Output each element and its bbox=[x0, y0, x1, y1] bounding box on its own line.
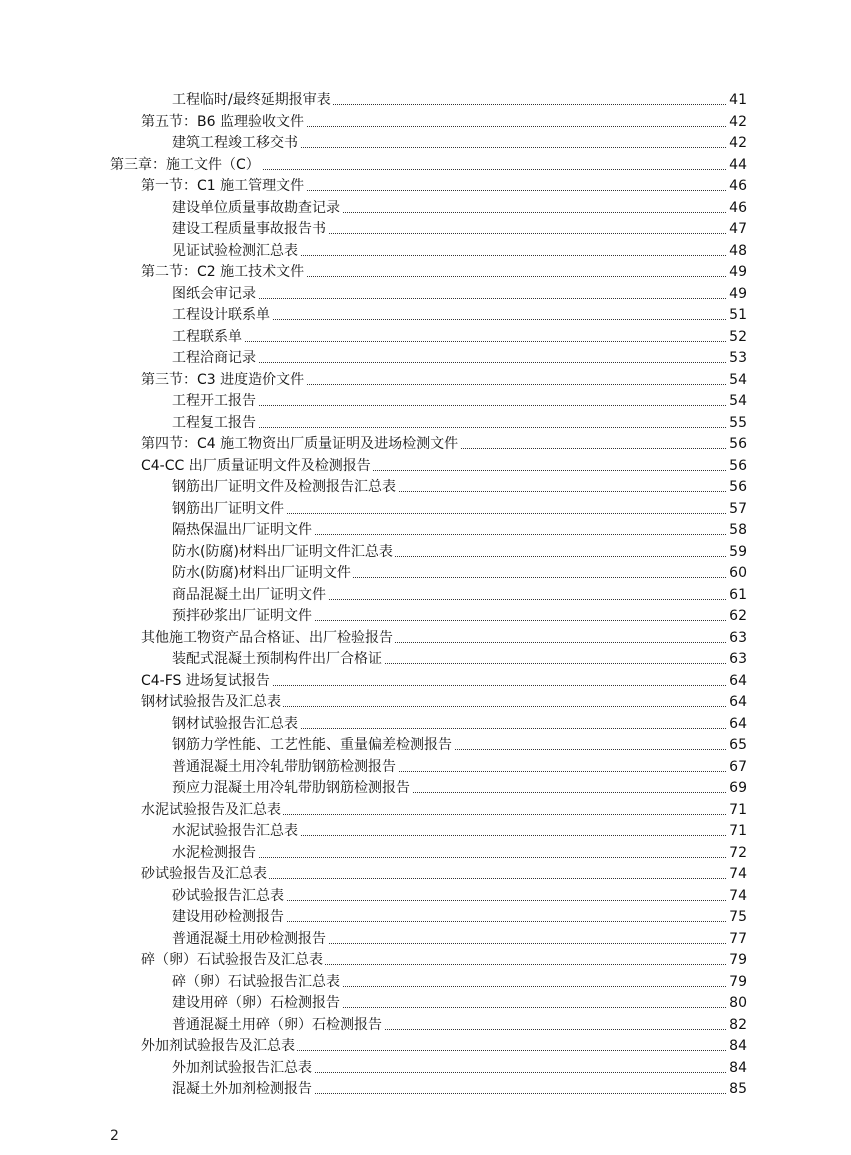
toc-entry-title: C4-FS 进场复试报告 bbox=[141, 671, 272, 693]
toc-entry-title: 钢材试验报告及汇总表 bbox=[141, 692, 283, 714]
toc-entry-title: 第五节：B6 监理验收文件 bbox=[141, 112, 306, 134]
toc-entry[interactable] bbox=[0, 1036, 851, 1058]
toc-entry-page: 44 bbox=[729, 156, 747, 173]
toc-entry[interactable] bbox=[0, 305, 851, 327]
toc-entry-page: 49 bbox=[729, 264, 747, 280]
toc-entry-page: 84 bbox=[729, 1038, 747, 1054]
toc-entry-title: 商品混凝土出厂证明文件 bbox=[172, 585, 328, 607]
toc-entry-title: 工程临时/最终延期报审表 bbox=[172, 90, 333, 112]
toc-entry-page: 53 bbox=[729, 350, 747, 366]
toc-entry-title: 第二节：C2 施工技术文件 bbox=[141, 262, 306, 284]
toc-entry-title: 水泥检测报告 bbox=[172, 843, 258, 865]
toc-entry-page: 54 bbox=[729, 393, 747, 409]
toc-entry[interactable] bbox=[0, 843, 851, 865]
toc-entry-page: 80 bbox=[729, 995, 747, 1011]
toc-entry-title: 碎（卵）石试验报告汇总表 bbox=[172, 972, 342, 994]
toc-entry-title: 碎（卵）石试验报告及汇总表 bbox=[141, 950, 325, 972]
toc-entry-title: 其他施工物资产品合格证、出厂检验报告 bbox=[141, 628, 395, 650]
toc-entry[interactable] bbox=[0, 241, 851, 263]
toc-entry-title: 工程联系单 bbox=[172, 327, 244, 349]
toc-entry[interactable] bbox=[0, 456, 851, 478]
toc-entry[interactable] bbox=[0, 757, 851, 779]
toc-entry-title: 普通混凝土用冷轧带肋钢筋检测报告 bbox=[172, 757, 398, 779]
toc-entry[interactable] bbox=[0, 477, 851, 499]
toc-entry-title: 防水(防腐)材料出厂证明文件汇总表 bbox=[172, 542, 395, 564]
toc-entry-page: 61 bbox=[729, 586, 747, 603]
toc-entry[interactable] bbox=[0, 692, 851, 714]
toc-entry[interactable] bbox=[0, 778, 851, 800]
toc-entry[interactable] bbox=[0, 950, 851, 972]
toc-entry-title: 预应力混凝土用冷轧带肋钢筋检测报告 bbox=[172, 778, 412, 800]
toc-entry-page: 57 bbox=[729, 500, 747, 517]
toc-entry-title: 钢筋出厂证明文件 bbox=[172, 499, 286, 521]
toc-entry[interactable] bbox=[0, 198, 851, 220]
toc-entry-page: 65 bbox=[729, 737, 747, 753]
toc-entry-page: 62 bbox=[729, 608, 747, 624]
dot-leader bbox=[172, 341, 726, 342]
toc-entry-title: 建设用碎（卵）石检测报告 bbox=[172, 993, 342, 1015]
toc-entry-title: 混凝土外加剂检测报告 bbox=[172, 1079, 314, 1101]
toc-entry[interactable] bbox=[0, 499, 851, 521]
toc-entry-page: 51 bbox=[729, 307, 747, 323]
toc-entry-page: 59 bbox=[729, 543, 747, 560]
toc-entry[interactable] bbox=[0, 1058, 851, 1080]
toc-entry-page: 84 bbox=[729, 1059, 747, 1076]
toc-entry[interactable] bbox=[0, 112, 851, 134]
toc-entry-title: 外加剂试验报告汇总表 bbox=[172, 1058, 314, 1080]
toc-entry[interactable] bbox=[0, 327, 851, 349]
toc-entry-page: 46 bbox=[729, 199, 747, 216]
toc-entry[interactable] bbox=[0, 972, 851, 994]
toc-entry[interactable] bbox=[0, 886, 851, 908]
toc-entry-title: 见证试验检测汇总表 bbox=[172, 241, 300, 263]
toc-entry-page: 56 bbox=[729, 479, 747, 495]
toc-entry[interactable] bbox=[0, 542, 851, 564]
toc-entry-page: 42 bbox=[729, 135, 747, 151]
toc-entry-title: 第三节：C3 进度造价文件 bbox=[141, 370, 306, 392]
table-of-contents bbox=[0, 90, 851, 1101]
toc-entry[interactable] bbox=[0, 563, 851, 585]
toc-entry-page: 56 bbox=[729, 457, 747, 474]
toc-entry-page: 72 bbox=[729, 844, 747, 861]
toc-entry-title: 普通混凝土用碎（卵）石检测报告 bbox=[172, 1015, 384, 1037]
toc-entry-title: 建设用砂检测报告 bbox=[172, 907, 286, 929]
toc-entry-page: 46 bbox=[729, 178, 747, 194]
toc-entry-page: 74 bbox=[729, 866, 747, 882]
toc-entry[interactable] bbox=[0, 993, 851, 1015]
toc-entry-title: 砂试验报告汇总表 bbox=[172, 886, 286, 908]
toc-entry-page: 58 bbox=[729, 522, 747, 538]
toc-entry[interactable] bbox=[0, 284, 851, 306]
toc-entry-page: 75 bbox=[729, 909, 747, 925]
toc-entry-page: 52 bbox=[729, 328, 747, 345]
toc-entry[interactable] bbox=[0, 800, 851, 822]
toc-entry-page: 60 bbox=[729, 565, 747, 581]
toc-entry[interactable] bbox=[0, 155, 851, 177]
toc-entry[interactable] bbox=[0, 90, 851, 112]
toc-entry-page: 42 bbox=[729, 113, 747, 130]
toc-entry[interactable] bbox=[0, 370, 851, 392]
toc-entry-page: 67 bbox=[729, 758, 747, 775]
toc-entry-page: 56 bbox=[729, 436, 747, 452]
toc-entry-title: 外加剂试验报告及汇总表 bbox=[141, 1036, 297, 1058]
toc-entry[interactable] bbox=[0, 585, 851, 607]
toc-entry-page: 85 bbox=[729, 1081, 747, 1097]
toc-entry-title: 钢材试验报告汇总表 bbox=[172, 714, 300, 736]
toc-entry-page: 69 bbox=[729, 780, 747, 796]
toc-entry-page: 64 bbox=[729, 715, 747, 732]
toc-entry-page: 77 bbox=[729, 930, 747, 947]
toc-entry[interactable] bbox=[0, 929, 851, 951]
toc-entry-page: 82 bbox=[729, 1016, 747, 1033]
toc-entry-page: 71 bbox=[729, 801, 747, 818]
toc-entry-title: 装配式混凝土预制构件出厂合格证 bbox=[172, 649, 384, 671]
toc-entry-page: 55 bbox=[729, 414, 747, 431]
toc-entry-title: 工程设计联系单 bbox=[172, 305, 272, 327]
toc-entry[interactable] bbox=[0, 606, 851, 628]
toc-entry-title: 水泥试验报告及汇总表 bbox=[141, 800, 283, 822]
toc-entry-title: 第三章：施工文件（C） bbox=[110, 155, 262, 177]
toc-entry-page: 79 bbox=[729, 952, 747, 968]
toc-entry-page: 64 bbox=[729, 672, 747, 689]
toc-entry[interactable] bbox=[0, 714, 851, 736]
toc-entry-page: 71 bbox=[729, 823, 747, 839]
toc-entry[interactable] bbox=[0, 864, 851, 886]
toc-entry-title: 隔热保温出厂证明文件 bbox=[172, 520, 314, 542]
toc-entry[interactable] bbox=[0, 649, 851, 671]
toc-entry-title: 建设工程质量事故报告书 bbox=[172, 219, 328, 241]
toc-entry-title: 砂试验报告及汇总表 bbox=[141, 864, 269, 886]
toc-entry-title: 钢筋出厂证明文件及检测报告汇总表 bbox=[172, 477, 398, 499]
toc-entry-page: 64 bbox=[729, 694, 747, 710]
toc-entry[interactable] bbox=[0, 176, 851, 198]
toc-entry[interactable] bbox=[0, 413, 851, 435]
toc-entry-title: 建设单位质量事故勘查记录 bbox=[172, 198, 342, 220]
toc-entry[interactable] bbox=[0, 1079, 851, 1101]
toc-entry[interactable] bbox=[0, 348, 851, 370]
toc-entry-title: 第四节：C4 施工物资出厂质量证明及进场检测文件 bbox=[141, 434, 460, 456]
toc-entry[interactable] bbox=[0, 219, 851, 241]
toc-entry-title: 普通混凝土用砂检测报告 bbox=[172, 929, 328, 951]
toc-entry-page: 63 bbox=[729, 651, 747, 667]
toc-entry-page: 54 bbox=[729, 371, 747, 388]
toc-entry[interactable] bbox=[0, 262, 851, 284]
toc-entry[interactable] bbox=[0, 735, 851, 757]
toc-entry[interactable] bbox=[0, 434, 851, 456]
toc-entry-page: 79 bbox=[729, 973, 747, 990]
toc-entry[interactable] bbox=[0, 671, 851, 693]
toc-entry[interactable] bbox=[0, 133, 851, 155]
toc-entry-title: 工程复工报告 bbox=[172, 413, 258, 435]
toc-entry-title: 建筑工程竣工移交书 bbox=[172, 133, 300, 155]
toc-entry-title: 钢筋力学性能、工艺性能、重量偏差检测报告 bbox=[172, 735, 454, 757]
toc-entry-title: C4-CC 出厂质量证明文件及检测报告 bbox=[141, 456, 373, 478]
toc-entry-title: 工程洽商记录 bbox=[172, 348, 258, 370]
toc-entry-page: 41 bbox=[729, 92, 747, 108]
toc-entry-page: 48 bbox=[729, 242, 747, 259]
toc-entry[interactable] bbox=[0, 907, 851, 929]
toc-entry-page: 74 bbox=[729, 887, 747, 904]
toc-entry[interactable] bbox=[0, 628, 851, 650]
toc-entry[interactable] bbox=[0, 391, 851, 413]
page-number: 2 bbox=[110, 1128, 119, 1144]
toc-entry-title: 水泥试验报告汇总表 bbox=[172, 821, 300, 843]
toc-entry-page: 63 bbox=[729, 629, 747, 646]
toc-entry-title: 预拌砂浆出厂证明文件 bbox=[172, 606, 314, 628]
toc-entry[interactable] bbox=[0, 821, 851, 843]
toc-entry[interactable] bbox=[0, 520, 851, 542]
toc-entry-page: 49 bbox=[729, 285, 747, 302]
toc-entry-title: 第一节：C1 施工管理文件 bbox=[141, 176, 306, 198]
toc-entry-title: 防水(防腐)材料出厂证明文件 bbox=[172, 563, 353, 585]
toc-entry-title: 图纸会审记录 bbox=[172, 284, 258, 306]
toc-entry[interactable] bbox=[0, 1015, 851, 1037]
toc-entry-page: 47 bbox=[729, 221, 747, 237]
toc-entry-title: 工程开工报告 bbox=[172, 391, 258, 413]
